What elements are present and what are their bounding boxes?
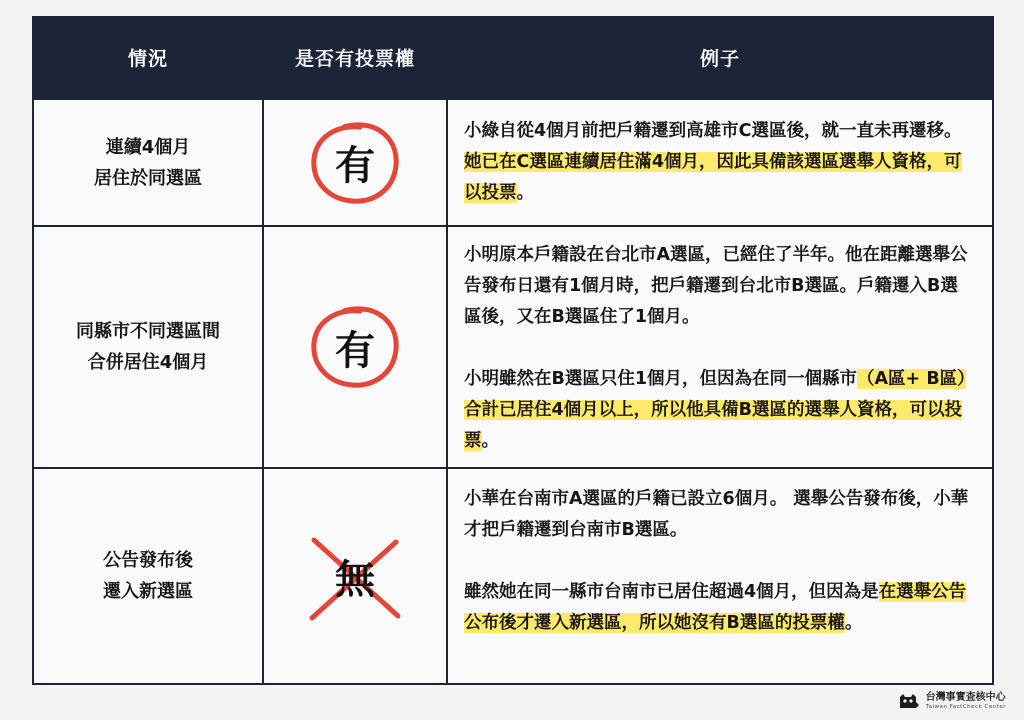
situation-line: 公告發布後	[103, 550, 193, 571]
example-highlight: （A區+ B區）合計已居住4個月以上，所以他具備B選區的選舉人資格，可以投票	[464, 369, 966, 451]
brand-name-en: Taiwan FactCheck Center	[925, 703, 1006, 710]
header-example: 例子	[699, 48, 740, 70]
example-paragraph	[464, 364, 974, 457]
example-text: 。	[844, 613, 863, 633]
example-text: 小明原本戶籍設在台北市A選區，已經住了半年。他在距離選舉公告發布日還有1個月時，把戶籍遷到台北市B選區。戶籍遷入B選區後，又在B選區住了1個月。	[464, 245, 968, 327]
vote-mark-text: 有	[335, 327, 375, 374]
vote-cell-1	[264, 100, 446, 225]
example-paragraph	[464, 577, 974, 639]
column-divider	[446, 100, 448, 683]
circle-mark-icon	[300, 113, 410, 213]
circle-mark-icon	[300, 297, 410, 397]
example-text: 小明雖然在B選區只住1個月，但因為在同一個縣市	[464, 369, 858, 389]
example-highlight: 在選舉公告公布後才遷入新選區，所以她沒有B選區的投票權	[464, 582, 967, 633]
example-text: 小綠自從4個月前把戶籍遷到高雄市C選區後，就一直未再遷移。	[464, 121, 962, 141]
table-header	[34, 18, 992, 100]
header-vote: 是否有投票權	[294, 48, 415, 70]
situation-line: 同縣市不同選區間	[76, 321, 220, 342]
example-text: 雖然她在同一縣市台南市已居住超過4個月，但因為是	[464, 582, 879, 602]
situation-line: 遷入新選區	[103, 581, 193, 602]
situation-cell-3	[34, 469, 262, 683]
situation-line: 連續4個月	[105, 136, 191, 158]
situation-line: 居住於同選區	[94, 167, 202, 189]
cat-logo-icon	[898, 693, 920, 709]
comparison-table	[32, 16, 994, 685]
example-cell-2	[464, 240, 974, 457]
situation-line: 合併居住4個月	[87, 352, 209, 373]
situation-cell-1	[34, 100, 262, 225]
brand-logo	[898, 693, 1006, 711]
situation-cell-2	[34, 227, 262, 467]
example-paragraph	[464, 484, 974, 546]
vote-mark-text: 無	[335, 556, 375, 603]
vote-mark-text: 有	[335, 143, 375, 189]
vote-cell-3	[264, 469, 446, 683]
example-paragraph	[464, 240, 974, 333]
example-text: 。	[481, 431, 499, 451]
example-text: 。	[516, 183, 534, 203]
example-text: 小華在台南市A選區的戶籍已設立6個月。 選舉公告發布後，小華才把戶籍遷到台南市B選區。	[464, 489, 969, 540]
example-cell-1	[464, 116, 974, 209]
example-highlight: 她已在C選區連續居住滿4個月，因此具備該選區選舉人資格，可以投票	[464, 152, 962, 203]
brand-name: 台灣事實查核中心	[925, 691, 1006, 703]
example-paragraph	[464, 116, 974, 209]
cross-mark-icon	[300, 526, 410, 626]
vote-cell-2	[264, 227, 446, 467]
header-situation: 情況	[127, 48, 168, 70]
example-cell-3	[464, 484, 974, 639]
